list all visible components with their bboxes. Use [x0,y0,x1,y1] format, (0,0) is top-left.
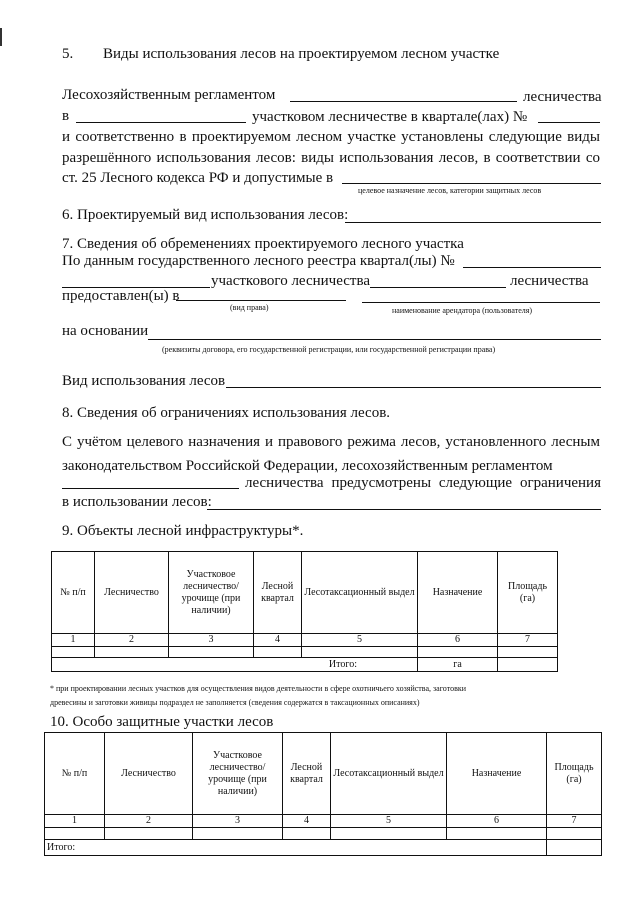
total-unit: га [418,658,498,672]
header-cell: Участковое лесничество/ урочище (при наличии) [169,552,254,634]
text-line: Лесохозяйственным регламентом [62,87,276,103]
blank-field[interactable] [148,339,601,340]
column-number-row [45,815,602,828]
blank-field[interactable] [362,302,600,303]
text-line: По данным государственного лесного реестра квартал(лы) № [62,253,455,269]
section-10-title: 10. Особо защитные участки лесов [50,714,274,730]
blank-field[interactable] [62,488,239,489]
header-cell: Назначение [447,733,547,815]
blank-field[interactable] [76,122,246,123]
section-9-title: 9. Объекты лесной инфраструктуры*. [62,523,304,539]
column-number: 5 [331,815,447,828]
footnote: * при проектировании лесных участков для осуществления видов деятельности в сфере охотничьего хозяйства, заготовки [50,684,467,693]
total-row [52,658,558,672]
blank-field[interactable] [538,122,600,123]
total-label: Итого: [45,840,547,856]
field-hint: (реквизиты договора, его государственной регистрации, или государственной регистрации права) [162,345,496,354]
empty-cell[interactable] [105,828,193,840]
column-number: 5 [302,634,418,647]
header-cell: Участковое лесничество/ урочище (при наличии) [193,733,283,815]
blank-field[interactable] [176,300,346,301]
empty-cell[interactable] [331,828,447,840]
field-hint: (вид права) [230,303,269,312]
text-line: в [62,108,70,124]
header-cell: Назначение [418,552,498,634]
text-line: ст. 25 Лесного кодекса РФ и допустимые в [62,170,334,186]
blank-field[interactable] [345,222,601,223]
text-line: в использовании лесов: [62,494,212,510]
column-number-row [52,634,558,647]
empty-cell[interactable] [52,647,95,658]
text-line: лесничества [523,89,602,105]
empty-cell[interactable] [283,828,331,840]
empty-cell[interactable] [547,840,602,856]
text-line: Вид использования лесов [62,373,226,389]
empty-cell[interactable] [45,828,105,840]
header-cell: № п/п [52,552,95,634]
section-5-title: Виды использования лесов на проектируемом лесном участке [103,46,500,62]
text-line: участкового лесничества [211,273,371,289]
column-number: 6 [447,815,547,828]
column-number: 1 [52,634,95,647]
header-cell: Лесной квартал [283,733,331,815]
empty-cell[interactable] [302,647,418,658]
header-cell: № п/п [45,733,105,815]
total-label: Итого: [52,658,418,672]
empty-cell[interactable] [498,658,558,672]
column-number: 3 [169,634,254,647]
empty-cell[interactable] [95,647,169,658]
column-number: 2 [105,815,193,828]
empty-cell[interactable] [169,647,254,658]
protected-areas-table [44,732,602,856]
text-line: и соответственно в проектируемом лесном участке установлены следующие виды [62,129,600,145]
empty-cell[interactable] [193,828,283,840]
column-number: 2 [95,634,169,647]
section-8-title: 8. Сведения об ограничениях использования лесов. [62,405,391,421]
empty-cell[interactable] [418,647,498,658]
section-5-number: 5. [62,46,74,62]
header-cell: Лесотаксационный выдел [331,733,447,815]
table-row [52,647,558,658]
field-hint: целевое назначение лесов, категории защитных лесов [358,186,542,195]
blank-field[interactable] [463,267,601,268]
header-cell: Лесничество [105,733,193,815]
empty-cell[interactable] [547,828,602,840]
infrastructure-table [51,551,558,672]
empty-cell[interactable] [447,828,547,840]
blank-field[interactable] [226,387,601,388]
total-row [45,840,602,856]
column-number: 1 [45,815,105,828]
blank-field[interactable] [342,183,601,184]
header-cell: Площадь (га) [498,552,558,634]
blank-field[interactable] [207,509,601,510]
section-7-title: 7. Сведения об обременениях проектируемого лесного участка [62,236,464,252]
column-number: 7 [547,815,602,828]
empty-cell[interactable] [498,647,558,658]
blank-field[interactable] [370,287,506,288]
text-line: предоставлен(ы) в [62,288,180,304]
blank-field[interactable] [290,101,517,102]
column-number: 6 [418,634,498,647]
text-line: С учётом целевого назначения и правового режима лесов, установленного лесным [62,434,600,450]
header-cell: Лесотаксационный выдел [302,552,418,634]
text-line: участковом лесничестве в квартале(лах) № [252,109,528,125]
text-line: законодательством Российской Федерации, лесохозяйственным регламентом [62,458,553,474]
table-header-row [45,733,602,815]
header-cell: Площадь (га) [547,733,602,815]
column-number: 4 [254,634,302,647]
table-row [45,828,602,840]
header-cell: Лесничество [95,552,169,634]
text-line: разрешённого использования лесов: виды использования лесов, в соответствии со [62,150,600,166]
header-cell: Лесной квартал [254,552,302,634]
text-line: на основании [62,323,149,339]
column-number: 7 [498,634,558,647]
text-line: лесничества предусмотрены следующие ограничения [245,475,601,491]
footnote: древесины и заготовки живицы подраздел не заполняется (сведения содержатся в таксационных описаниях) [50,698,420,707]
text-line: лесничества [510,273,589,289]
empty-cell[interactable] [254,647,302,658]
table-header-row [52,552,558,634]
column-number: 3 [193,815,283,828]
field-hint: наименование арендатора (пользователя) [392,306,533,315]
section-6-title: 6. Проектируемый вид использования лесов: [62,207,349,223]
scan-margin-mark [0,28,2,46]
column-number: 4 [283,815,331,828]
